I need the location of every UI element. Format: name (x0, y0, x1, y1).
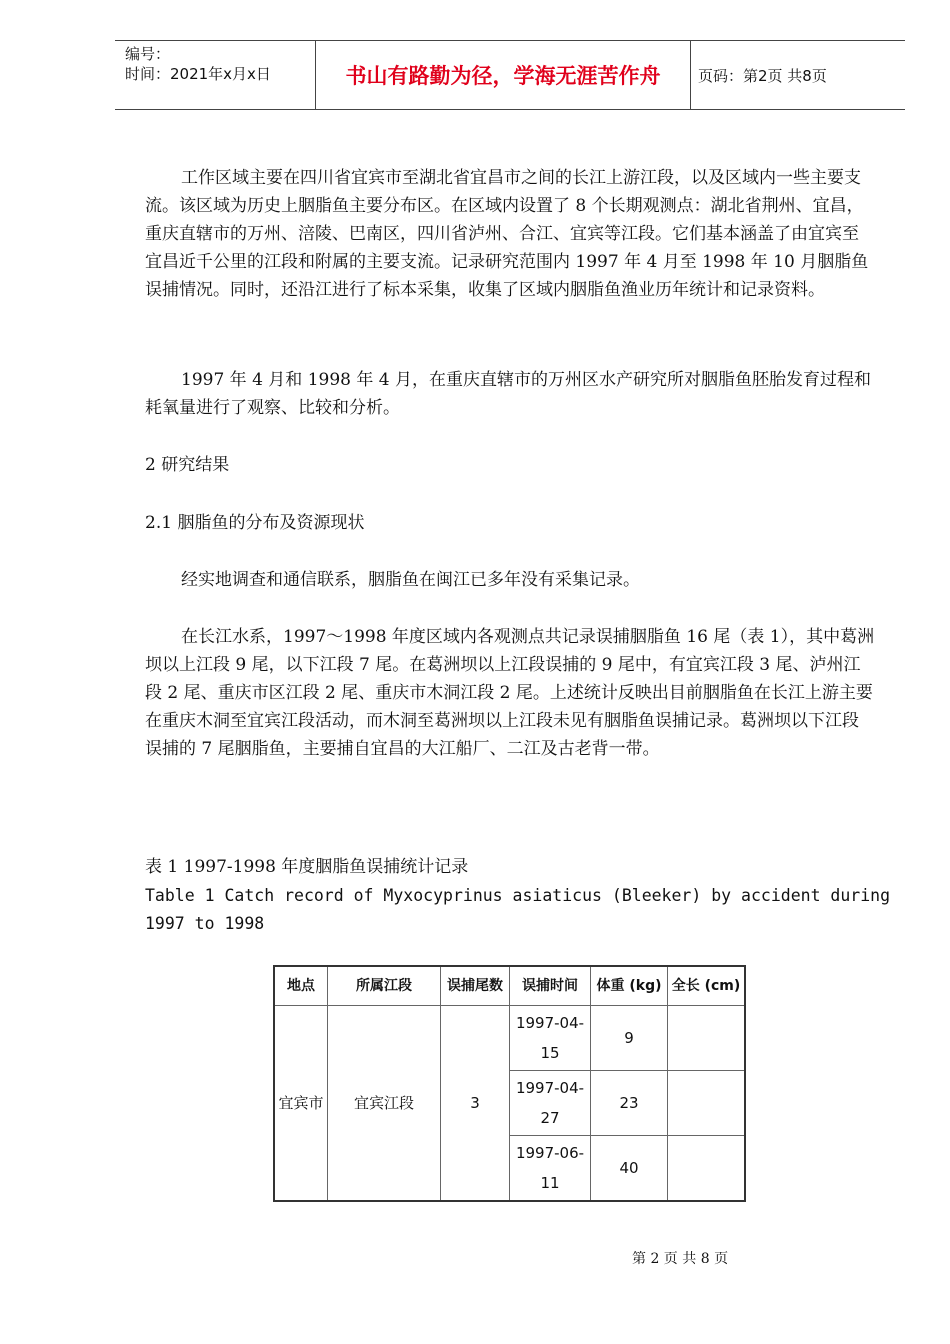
header-count: 误捕尾数 (441, 966, 510, 1006)
header-length: 全长 (cm) (668, 966, 746, 1006)
cell-date: 1997-04- 27 (510, 1071, 591, 1136)
paragraph-1: 工作区域主要在四川省宜宾市至湖北省宜昌市之间的长江上游江段，以及区域内一些主要支流。该区域为历史上胭脂鱼主要分布区。在区域内设置了 8 个长期观测点：湖北省荆州、宜昌，重庆直辖市的万州、涪陵、巴南区，四川省泸州、合江、宜宾等江段。它们基本涵盖了由宜宾至宜昌近千公里的江段和附属的主要支流。记录研究范围内 1997 年 4 月至 1998 年 10 月胭脂鱼误捕情况。同时，还沿江进行了标本采集，收集了区域内胭脂鱼渔业历年统计和记录资料。 (145, 168, 869, 300)
cell-length (668, 1136, 746, 1202)
cell-weight: 40 (591, 1136, 668, 1202)
section-heading-2-1: 2.1 胭脂鱼的分布及资源现状 (145, 513, 365, 533)
cell-length (668, 1071, 746, 1136)
cell-weight: 9 (591, 1006, 668, 1071)
cell-count: 3 (441, 1006, 510, 1202)
paragraph-2: 1997 年 4 月和 1998 年 4 月，在重庆直辖市的万州区水产研究所对胭脂鱼胚胎发育过程和耗氧量进行了观察、比较和分析。 (145, 370, 871, 418)
serial-label: 编号： (125, 45, 171, 63)
header-meta (115, 41, 315, 109)
table-row (274, 1006, 745, 1071)
time-label: 时间：2021年x月x日 (125, 65, 271, 83)
header-weight: 体重 (kg) (591, 966, 668, 1006)
cell-date: 1997-06- 11 (510, 1136, 591, 1202)
header-section: 所属江段 (328, 966, 441, 1006)
cell-weight: 23 (591, 1071, 668, 1136)
cell-section: 宜宾江段 (328, 1006, 441, 1202)
page-header (115, 40, 905, 110)
header-date: 误捕时间 (510, 966, 591, 1006)
table-header-row (274, 966, 745, 1006)
header-motto: 书山有路勤为径，学海无涯苦作舟 (315, 41, 691, 109)
paragraph-4: 在长江水系，1997～1998 年度区域内各观测点共记录误捕胭脂鱼 16 尾（表 1），其中葛洲坝以上江段 9 尾，以下江段 7 尾。在葛洲坝以上江段误捕的 9 尾中，有宜宾江段 3 尾、泸州江段 2 尾、重庆市区江段 2 尾、重庆市木洞江段 2 尾。上述统计反映出目前胭脂鱼在长江上游主要在重庆木洞至宜宾江段活动，而木洞至葛洲坝以上江段未见有胭脂鱼误捕记录。葛洲坝以下江段误捕的 7 尾胭脂鱼，主要捕自宜昌的大江船厂、二江及古老背一带。 (145, 627, 875, 759)
table-caption-cn: 表 1 1997-1998 年度胭脂鱼误捕统计记录 (145, 857, 469, 877)
paragraph-3: 经实地调查和通信联系，胭脂鱼在闽江已多年没有采集记录。 (181, 570, 640, 590)
cell-length (668, 1006, 746, 1071)
header-page-label: 页码：第2页 共8页 (698, 66, 827, 85)
catch-record-table (273, 965, 746, 1202)
table-caption-en-1: Table 1 Catch record of Myxocyprinus asiaticus (Bleeker) by accident during (145, 886, 891, 905)
header-location: 地点 (274, 966, 328, 1006)
cell-location: 宜宾市 (274, 1006, 328, 1202)
section-heading-2: 2 研究结果 (145, 455, 230, 475)
page-footer: 第 2 页 共 8 页 (632, 1251, 729, 1267)
cell-date: 1997-04- 15 (510, 1006, 591, 1071)
table-caption-en-2: 1997 to 1998 (145, 914, 265, 933)
